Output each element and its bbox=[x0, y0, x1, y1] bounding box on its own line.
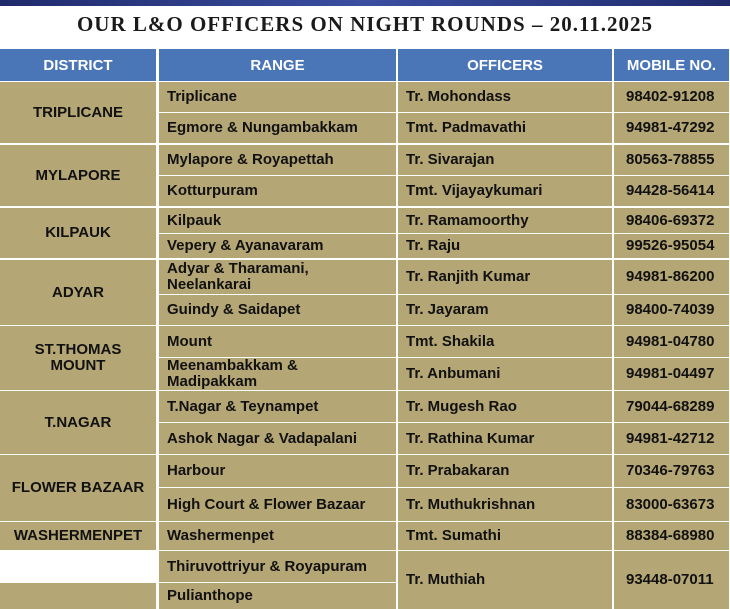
range-cell: Vepery & Ayanavaram bbox=[159, 234, 396, 258]
officers-table bbox=[0, 49, 730, 604]
mobile-cell: 93448-07011 bbox=[614, 551, 729, 609]
range-cell: T.Nagar & Teynampet bbox=[159, 391, 396, 422]
mobile-cell: 80563-78855 bbox=[614, 145, 729, 175]
range-cell: Guindy & Saidapet bbox=[159, 295, 396, 325]
mobile-cell: 98406-69372 bbox=[614, 208, 729, 233]
header-range: RANGE bbox=[159, 49, 396, 81]
mobile-cell: 83000-63673 bbox=[614, 488, 729, 521]
district-cell: FLOWER BAZAAR bbox=[0, 455, 156, 521]
range-cell: Kilpauk bbox=[159, 208, 396, 233]
mobile-cell: 88384-68980 bbox=[614, 522, 729, 550]
officer-cell: Tr. Raju bbox=[398, 234, 612, 258]
officer-cell: Tr. Muthiah bbox=[398, 551, 612, 609]
district-cell: ST.THOMAS MOUNT bbox=[0, 326, 156, 390]
range-cell: Ashok Nagar & Vadapalani bbox=[159, 423, 396, 454]
officer-cell: Tmt. Sumathi bbox=[398, 522, 612, 550]
mobile-cell: 99526-95054 bbox=[614, 234, 729, 258]
officer-cell: Tr. Anbumani bbox=[398, 358, 612, 390]
district-cell bbox=[0, 583, 156, 609]
district-cell: TRIPLICANE bbox=[0, 82, 156, 143]
mobile-cell: 94981-86200 bbox=[614, 260, 729, 294]
officer-cell: Tr. Prabakaran bbox=[398, 455, 612, 487]
officer-cell: Tr. Sivarajan bbox=[398, 145, 612, 175]
officer-cell: Tr. Mugesh Rao bbox=[398, 391, 612, 422]
mobile-cell: 94981-04497 bbox=[614, 358, 729, 390]
range-cell: Adyar & Tharamani, Neelankarai bbox=[159, 260, 396, 294]
district-cell: MYLAPORE bbox=[0, 145, 156, 206]
mobile-cell: 94981-04780 bbox=[614, 326, 729, 357]
range-cell: Triplicane bbox=[159, 82, 396, 112]
mobile-cell: 94428-56414 bbox=[614, 176, 729, 206]
range-cell: Washermenpet bbox=[159, 522, 396, 550]
district-cell: T.NAGAR bbox=[0, 391, 156, 454]
page-title: OUR L&O OFFICERS ON NIGHT ROUNDS – 20.11.2025 bbox=[76, 12, 654, 36]
range-cell: Meenambakkam & Madipakkam bbox=[159, 358, 396, 390]
range-cell: High Court & Flower Bazaar bbox=[159, 488, 396, 521]
district-cell: WASHERMENPET bbox=[0, 522, 156, 550]
district-cell: KILPAUK bbox=[0, 208, 156, 258]
header-officers: OFFICERS bbox=[398, 49, 612, 81]
mobile-cell: 94981-47292 bbox=[614, 113, 729, 143]
top-accent-bar bbox=[0, 0, 730, 6]
range-cell: Thiruvottriyur & Royapuram bbox=[159, 551, 396, 582]
range-cell: Mount bbox=[159, 326, 396, 357]
officer-cell: Tmt. Shakila bbox=[398, 326, 612, 357]
officer-cell: Tr. Jayaram bbox=[398, 295, 612, 325]
mobile-cell: 98402-91208 bbox=[614, 82, 729, 112]
range-cell: Egmore & Nungambakkam bbox=[159, 113, 396, 143]
range-cell: Kotturpuram bbox=[159, 176, 396, 206]
mobile-cell: 70346-79763 bbox=[614, 455, 729, 487]
officer-cell: Tmt. Vijayaykumari bbox=[398, 176, 612, 206]
header-mobile: MOBILE NO. bbox=[614, 49, 729, 81]
mobile-cell: 79044-68289 bbox=[614, 391, 729, 422]
mobile-cell: 98400-74039 bbox=[614, 295, 729, 325]
range-cell: Harbour bbox=[159, 455, 396, 487]
mobile-cell: 94981-42712 bbox=[614, 423, 729, 454]
range-cell: Mylapore & Royapettah bbox=[159, 145, 396, 175]
officer-cell: Tr. Ranjith Kumar bbox=[398, 260, 612, 294]
officer-cell: Tr. Ramamoorthy bbox=[398, 208, 612, 233]
range-cell: Pulianthope bbox=[159, 583, 396, 609]
district-cell: ADYAR bbox=[0, 260, 156, 325]
officer-cell: Tr. Muthukrishnan bbox=[398, 488, 612, 521]
officer-cell: Tr. Rathina Kumar bbox=[398, 423, 612, 454]
header-district: DISTRICT bbox=[0, 49, 156, 81]
officer-cell: Tmt. Padmavathi bbox=[398, 113, 612, 143]
officer-cell: Tr. Mohondass bbox=[398, 82, 612, 112]
